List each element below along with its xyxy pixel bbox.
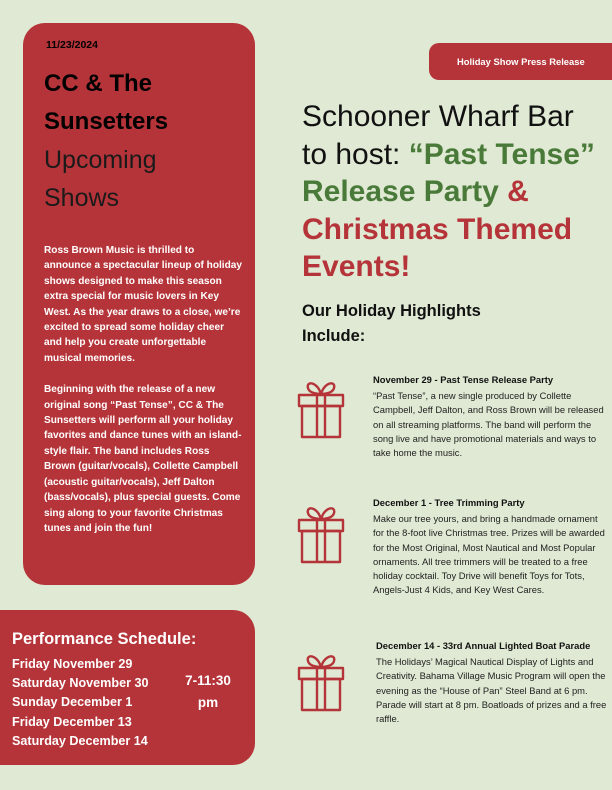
band-name-line2: Sunsetters bbox=[44, 108, 169, 135]
intro-paragraph: Ross Brown Music is thrilled to announce a spectacular lineup of holiday shows designed to make this season extra special for music lovers in Key West. As the year draws to a close, we’re excited to spread some holiday cheer and help you create unforgettable musical memories. bbox=[44, 245, 242, 364]
gift-icon bbox=[295, 377, 347, 441]
schedule-time-line1: 7-11:30 bbox=[185, 673, 231, 688]
band-subtitle-line2: Shows bbox=[44, 184, 120, 212]
event-title: December 14 - 33rd Annual Lighted Boat Parade bbox=[376, 640, 591, 651]
schedule-date: Saturday December 14 bbox=[12, 733, 148, 748]
headline-part3: & Christmas Themed Events! bbox=[302, 175, 573, 283]
schedule-title: Performance Schedule: bbox=[12, 630, 197, 648]
event-item bbox=[376, 638, 608, 726]
band-name bbox=[44, 65, 243, 141]
event-description: Make our tree yours, and bring a handmade ornament for the 8-foot live Christmas tree. Prizes will be awarded for the Most Original, Most Nautical and Most Popular ornaments. All tree trimmers will be treated to a free holiday cocktail. Toy Drive will benefit Toys for Tots, Angels-Just 4 Kids, and Key West Cares. bbox=[373, 513, 605, 596]
highlights-title-line1: Our Holiday Highlights bbox=[302, 302, 481, 320]
schedule-time bbox=[172, 670, 244, 714]
band-subtitle bbox=[44, 141, 243, 217]
schedule-date: Saturday November 30 bbox=[12, 676, 149, 691]
performance-schedule bbox=[0, 610, 255, 765]
headline-part1: Schooner Wharf Bar to host: bbox=[302, 100, 574, 171]
event-title: November 29 - Past Tense Release Party bbox=[373, 374, 554, 385]
highlights-title-line2: Include: bbox=[302, 327, 366, 345]
schedule-date: Friday December 13 bbox=[12, 714, 132, 729]
headline bbox=[302, 98, 602, 286]
gift-icon bbox=[295, 502, 347, 566]
band-name-line1: CC & The bbox=[44, 70, 152, 97]
band-paragraph: Beginning with the release of a new original song “Past Tense”, CC & The Sunsetters will perform all your holiday favorites and dance tunes with an island-style flair. The band includes Ross Brown (guitar/vocals), Collette Campbell (acoustic guitar/vocals), Jeff Dalton (bass/vocals), plus special guests. Come sing along to your favorite Christmas tunes and join the fun! bbox=[44, 384, 242, 534]
event-description: “Past Tense”, a new single produced by Collette Campbell, Jeff Dalton, and Ross Brown will be released on all streaming platforms. The band will perform the song live and have promotional materials and ways to take home the music. bbox=[373, 390, 604, 459]
date-label: 11/23/2024 bbox=[46, 39, 98, 51]
headline-part2: “Past Tense” Release Party bbox=[302, 137, 595, 208]
intro-card bbox=[23, 23, 255, 585]
event-item bbox=[373, 495, 605, 598]
schedule-time-line2: pm bbox=[197, 695, 219, 710]
press-release-label: Holiday Show Press Release bbox=[429, 43, 612, 80]
highlights-title bbox=[302, 299, 481, 349]
event-description: The Holidays’ Magical Nautical Display of Lights and Creativity. Bahama Village Music Program will open the evening as the “House of Pan” Steel Band at 6 pm. Parade will start at 8 pm. Boatloads of prizes and a free raffle. bbox=[376, 656, 607, 725]
gift-icon bbox=[295, 650, 347, 714]
event-title: December 1 - Tree Trimming Party bbox=[373, 497, 525, 508]
band-subtitle-line1: Upcoming bbox=[44, 146, 157, 174]
event-item bbox=[373, 372, 605, 460]
schedule-date: Friday November 29 bbox=[12, 657, 133, 671]
schedule-date: Sunday December 1 bbox=[12, 695, 133, 710]
